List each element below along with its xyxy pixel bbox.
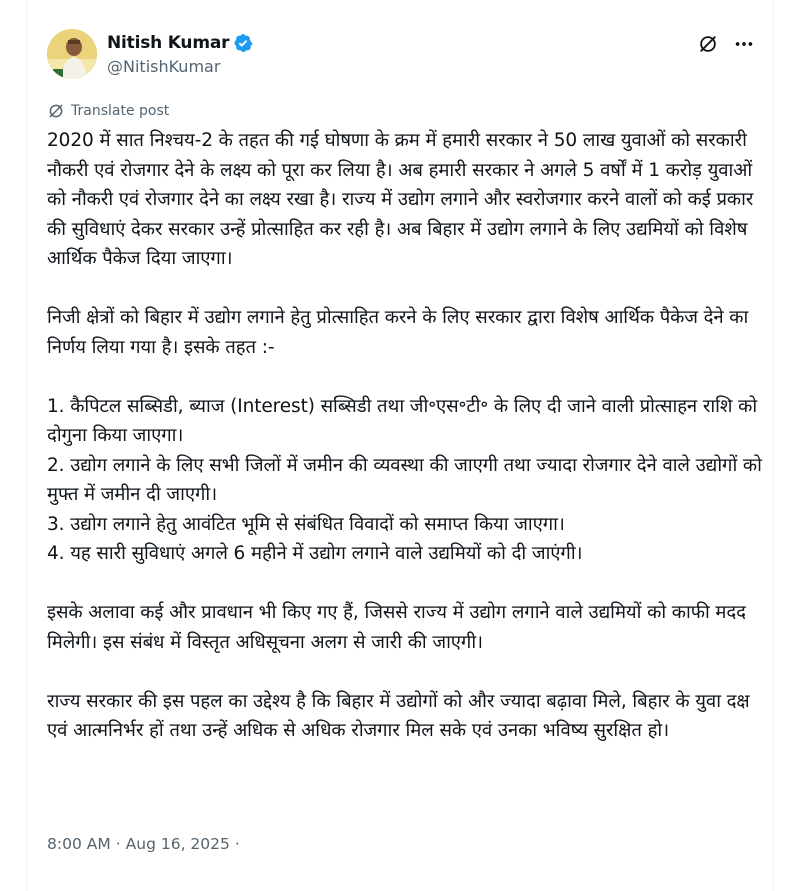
translate-post-link[interactable]: [47, 102, 169, 120]
post-time[interactable]: 8:00 AM: [47, 835, 111, 853]
post-meta: [47, 835, 245, 853]
header-actions: [685, 31, 757, 57]
more-icon[interactable]: [731, 31, 757, 57]
grok-icon[interactable]: [695, 31, 721, 57]
avatar[interactable]: [47, 29, 97, 79]
post-paragraph-2: निजी क्षेत्रों को बिहार में उद्योग लगाने हेतु प्रोत्साहित करने के लिए सरकार द्वारा विशेष आर्थिक पैकेज देने का निर्णय लिया गया है। इसके तहत :-: [47, 307, 749, 358]
post-header: [47, 29, 757, 81]
post-list-item: 4. यह सारी सुविधाएं अगले 6 महीने में उद्योग लगाने वाले उद्यमियों को दी जाएंगी।: [47, 543, 583, 564]
meta-separator: ·: [115, 835, 121, 853]
post-paragraph-1: 2020 में सात निश्चय-2 के तहत की गई घोषणा के क्रम में हमारी सरकार ने 50 लाख युवाओं को सरकारी नौकरी एवं रोजगार देने के लक्ष्य को पूरा कर लिया है। अब हमारी सरकार ने अगले 5 वर्षों में 1 करोड़ युवाओं को नौकरी एवं रोजगार देने का लक्ष्य रखा है। राज्य में उद्योग लगाने और स्वरोजगार करने वालों को कई प्रकार की सुविधाएं देकर सरकार उन्हें प्रोत्साहित कर रही है। अब बिहार में उद्योग लगाने के लिए उद्यमियों को विशेष आर्थिक पैकेज दिया जाएगा।: [47, 130, 754, 269]
post-list: [47, 392, 763, 569]
post-list-item: 3. उद्योग लगाने हेतु आवंटित भूमि से संबंधित विवादों को समाप्त किया जाएगा।: [47, 513, 565, 535]
post-paragraph-3: इसके अलावा कई और प्रावधान भी किए गए हैं, जिससे राज्य में उद्योग लगाने वाले उद्यमियों को काफी मदद मिलेगी। इस संबंध में विस्तृत अधिसूचना अलग से जारी की जाएगी।: [47, 602, 746, 653]
translate-label: Translate post: [71, 103, 170, 119]
translate-icon: [47, 102, 65, 120]
meta-separator-trailing: ·: [234, 835, 240, 853]
post-body: [47, 126, 763, 746]
author-handle[interactable]: @NitishKumar: [107, 57, 221, 76]
author-names: [107, 31, 253, 76]
post-list-item: 2. उद्योग लगाने के लिए सभी जिलों में जमीन की व्यवस्था की जाएगी तथा ज्यादा रोजगार देने वाले उद्योगों को मुफ्त में जमीन दी जाएगी।: [47, 454, 762, 505]
post-paragraph-4: राज्य सरकार की इस पहल का उद्देश्य है कि बिहार में उद्योगों को और ज्यादा बढ़ावा मिले, बिहार के युवा दक्ष एवं आत्मनिर्भर हों तथा उन्हें अधिक से अधिक रोजगार मिल सके एवं उनका भविष्य सुरक्षित हो।: [47, 690, 750, 741]
post-card: [26, 0, 774, 891]
post-list-item: 1. कैपिटल सब्सिडी, ब्याज (Interest) सब्सिडी तथा जी॰एस॰टी॰ के लिए दी जाने वाली प्रोत्साहन राशि को दोगुना किया जाएगा।: [47, 395, 758, 446]
author-display-name[interactable]: Nitish Kumar: [107, 33, 230, 53]
verified-badge-icon[interactable]: [233, 33, 253, 53]
avatar-image: [47, 29, 97, 79]
post-date[interactable]: Aug 16, 2025: [125, 835, 230, 853]
